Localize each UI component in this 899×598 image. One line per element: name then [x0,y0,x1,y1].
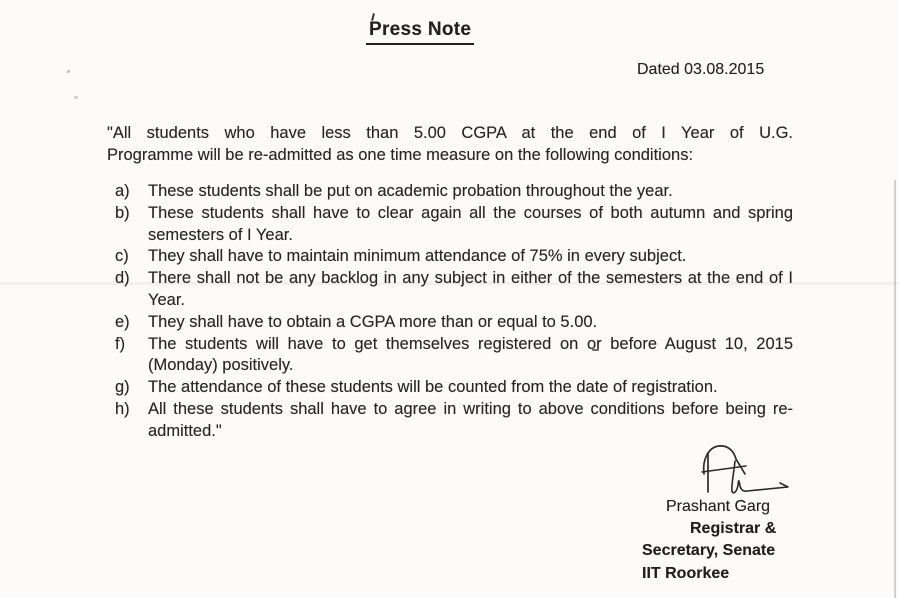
condition-text: These students shall have to clear again all the courses of both autumn and spring semesters of I Year. [148,203,793,244]
condition-label: e) [115,312,130,331]
condition-item-d [115,268,793,312]
signatory-title-registrar: Registrar & [690,520,777,538]
condition-item-e [115,312,793,334]
condition-item-f [115,334,793,378]
intro-line-2: Programme will be re-admitted as one time measure on the following conditions: [107,145,694,164]
condition-item-h [115,399,793,443]
condition-text: The attendance of these students will be counted from the date of registration. [148,378,718,397]
condition-label: c) [115,247,129,266]
document-title: Press Note [366,19,474,45]
signatory-institute: IIT Roorkee [642,564,730,582]
condition-text: These students shall be put on academic probation throughout the year. [148,182,673,200]
condition-item-c [115,246,793,268]
signatory-title-secretary: Secretary, Senate [642,542,776,560]
scan-speck [67,70,70,73]
condition-text: The students will have to get themselves registered on or before August 10, 2015 (Monday) positively. [148,334,793,375]
condition-text: They shall have to maintain minimum attendance of 75% in every subject. [148,247,687,266]
condition-item-b [115,203,793,247]
condition-text: They shall have to obtain a CGPA more than or equal to 5.00. [148,312,598,331]
scan-speck [74,96,78,99]
signature-icon [694,441,798,503]
signatory-name: Prashant Garg [666,498,771,515]
conditions-list [115,181,793,443]
condition-label: a) [115,182,130,200]
condition-item-a [115,181,793,203]
condition-item-g [115,377,793,399]
intro-line-1: "All students who have less than 5.00 CGPA at the end of I Year of U.G. [107,124,793,142]
condition-label: g) [115,378,130,397]
scan-edge-line [894,180,896,598]
intro-paragraph [107,123,793,167]
condition-label: d) [115,269,130,288]
condition-text: All these students shall have to agree in writing to above conditions before being re-admitted." [148,399,793,440]
condition-label: f) [115,334,126,353]
signature-block [642,496,776,585]
condition-text: There shall not be any backlog in any subject in either of the semesters at the end of I Year. [148,269,793,309]
condition-label: b) [115,203,130,222]
date-line: Dated 03.08.2015 [637,61,765,78]
condition-label: h) [115,399,130,418]
